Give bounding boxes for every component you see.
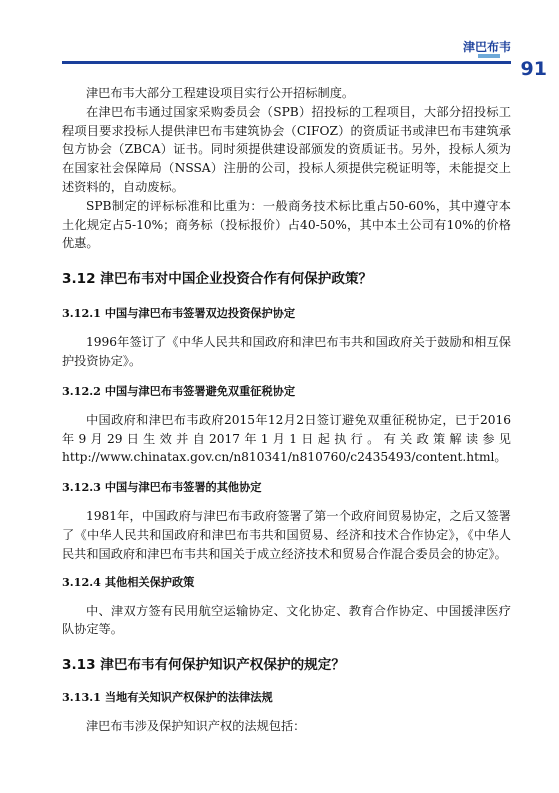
running-header-title: 津巴布韦 [462, 40, 511, 54]
paragraph-3-12-2: 中国政府和津巴布韦政府2015年12月2日签订避免双重征税协定，已于2016年9月29日生效并自2017年1月1日起执行。有关政策解读参见http://www.chinatax.gov.cn/n810341/n810760/c2435493/content.html。 [62, 412, 511, 465]
page-content [62, 84, 511, 736]
header-rule [62, 61, 511, 64]
paragraph-3-12-3: 1981年，中国政府与津巴布韦政府签署了第一个政府间贸易协定，之后又签署了《中华人民共和国政府和津巴布韦共和国贸易、经济和技术合作协定》，《中华人民共和国政府和津巴布韦共和国关于成立经济技术和贸易合作混合委员会的协定》。 [62, 509, 511, 561]
page-number: 91 [520, 58, 547, 80]
intro-paragraph-1: 津巴布韦大部分工程建设项目实行公开招标制度。 [86, 86, 355, 100]
subsection-heading-3-13-1: 3.13.1 当地有关知识产权保护的法律法规 [62, 690, 273, 705]
section-heading-3-12: 3.12 津巴布韦对中国企业投资合作有何保护政策？ [62, 271, 373, 288]
header-accent-bar [478, 54, 500, 58]
subsection-heading-3-12-3: 3.12.3 中国与津巴布韦签署的其他协定 [62, 480, 262, 495]
subsection-heading-3-12-1: 3.12.1 中国与津巴布韦签署双边投资保护协定 [62, 306, 296, 321]
subsection-heading-3-12-2: 3.12.2 中国与津巴布韦签署避免双重征税协定 [62, 383, 296, 398]
paragraph-3-12-1: 1996年签订了《中华人民共和国政府和津巴布韦共和国政府关于鼓励和相互保护投资协定》。 [62, 335, 511, 368]
section-heading-3-13: 3.13 津巴布韦有何保护知识产权保护的规定？ [62, 657, 345, 674]
intro-paragraph-3: SPB制定的评标标准和比重为：一般商务技术标比重占50-60%，其中遵守本土化规定占5-10%；商务标（投标报价）占40-50%，其中本土公司有10%的价格优惠。 [62, 198, 511, 251]
subsection-heading-3-12-4: 3.12.4 其他相关保护政策 [62, 574, 195, 589]
paragraph-3-13-1: 津巴布韦涉及保护知识产权的法规包括： [86, 719, 306, 734]
intro-paragraph-2: 在津巴布韦通过国家采购委员会（SPB）招投标的工程项目，大部分招投标工程项目要求投标人提供津巴布韦建筑协会（CIFOZ）的资质证书或津巴布韦建筑承包方协会（ZBCA）证书。同时须提供建设部颁发的资质证书。另外，投标人须为在国家社会保障局（NSSA）注册的公司，投标人须提供完税证明等，未能提交上述资料的，自动废标。 [62, 104, 511, 194]
paragraph-3-12-4: 中、津双方签有民用航空运输协定、文化协定、教育合作协定、中国援津医疗队协定等。 [62, 603, 511, 637]
